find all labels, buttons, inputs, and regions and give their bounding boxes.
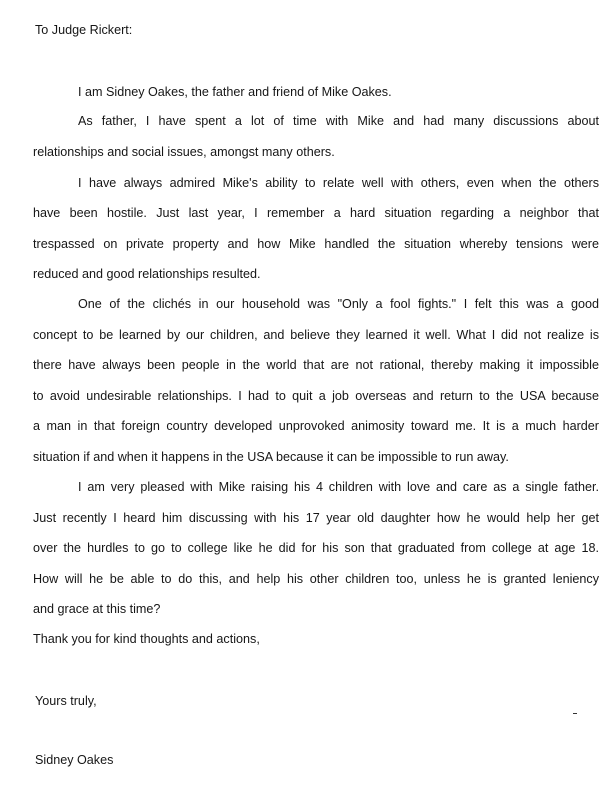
signature-name: Sidney Oakes (35, 753, 114, 767)
paragraph-3-line-1: I have always admired Mike's ability to relate well with others, even when the others (78, 176, 599, 190)
paragraph-5-line-4: How will he be able to do this, and help his other children too, unless he is granted leniency (33, 572, 599, 586)
paragraph-4-line-3: there have always been people in the world that are not rational, thereby making it impossible (33, 358, 599, 372)
thanks-line: Thank you for kind thoughts and actions, (33, 632, 260, 646)
paragraph-1-line-1: I am Sidney Oakes, the father and friend of Mike Oakes. (78, 85, 392, 99)
paragraph-2-line-2: relationships and social issues, amongst many others. (33, 145, 335, 159)
paragraph-4-line-2: concept to be learned by our children, and believe they learned it well. What I did not realize is (33, 328, 599, 342)
paragraph-5-line-1: I am very pleased with Mike raising his 4 children with love and care as a single father. (78, 480, 599, 494)
paragraph-2-line-1: As father, I have spent a lot of time with Mike and had many discussions about (78, 114, 599, 128)
salutation: To Judge Rickert: (35, 23, 133, 37)
paragraph-4-line-6: situation if and when it happens in the USA because it can be impossible to run away. (33, 450, 509, 464)
closing: Yours truly, (35, 694, 97, 708)
paragraph-3-line-3: trespassed on private property and how Mike handled the situation whereby tensions were (33, 237, 599, 251)
paragraph-4-line-4: to avoid undesirable relationships. I had to quit a job overseas and return to the USA because (33, 389, 599, 403)
paragraph-4-line-5: a man in that foreign country developed unprovoked animosity toward me. It is a much harder (33, 419, 599, 433)
paragraph-3-line-2: have been hostile. Just last year, I remember a hard situation regarding a neighbor that (33, 206, 599, 220)
scan-mark (573, 713, 577, 714)
paragraph-4-line-1: One of the clichés in our household was "Only a fool fights." I felt this was a good (78, 297, 599, 311)
paragraph-5-line-3: over the hurdles to go to college like he did for his son that graduated from college at age 18. (33, 541, 599, 555)
paragraph-3-line-4: reduced and good relationships resulted. (33, 267, 261, 281)
paragraph-5-line-5: and grace at this time? (33, 602, 161, 616)
paragraph-5-line-2: Just recently I heard him discussing with his 17 year old daughter how he would help her get (33, 511, 599, 525)
